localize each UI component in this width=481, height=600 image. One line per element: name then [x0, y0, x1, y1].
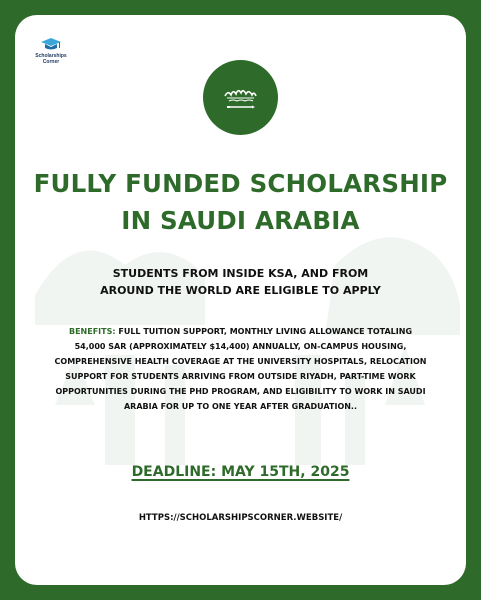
scholarships-corner-logo	[31, 37, 71, 65]
benefits-paragraph	[53, 324, 428, 414]
logo-text-line2: Corner	[42, 59, 60, 65]
poster-card	[15, 15, 466, 585]
saudi-flag-emblem-icon	[203, 60, 278, 135]
deadline-text	[15, 463, 466, 481]
graduation-cap-icon	[40, 37, 62, 53]
title-line1: FULLY FUNDED SCHOLARSHIP	[33, 169, 448, 198]
eligibility-line1: STUDENTS FROM INSIDE KSA, AND FROM	[112, 267, 369, 280]
benefits-label: BENEFITS:	[68, 327, 116, 336]
saudi-flag-badge	[203, 60, 278, 135]
page-title	[15, 165, 466, 239]
eligibility-statement	[15, 265, 466, 299]
eligibility-line2: AROUND THE WORLD ARE ELIGIBLE TO APPLY	[100, 284, 381, 297]
logo-text-line1: Scholarships	[35, 53, 67, 59]
website-link[interactable]: HTTPS://SCHOLARSHIPSCORNER.WEBSITE/	[138, 513, 343, 523]
benefits-text: FULL TUITION SUPPORT, MONTHLY LIVING ALLOWANCE TOTALING 54,000 SAR (APPROXIMATELY $14,400) ANNUALLY, ON-CAMPUS HOUSING, COMPREHENSIVE HEALTH COVERAGE AT THE UNIVERSITY HOSPITALS, RELOCATION SUPPORT FOR STUDENTS ARRIVING FROM OUTSIDE RIYADH, PART-TIME WORK OPPORTUNITIES DURING THE PHD PROGRAM, AND ELIGIBILITY TO WORK IN SAUDI ARABIA FOR UP TO ONE YEAR AFTER GRADUATION..	[54, 327, 427, 411]
deadline-value: DEADLINE: MAY 15TH, 2025	[131, 464, 350, 480]
title-line2: IN SAUDI ARABIA	[121, 206, 360, 235]
